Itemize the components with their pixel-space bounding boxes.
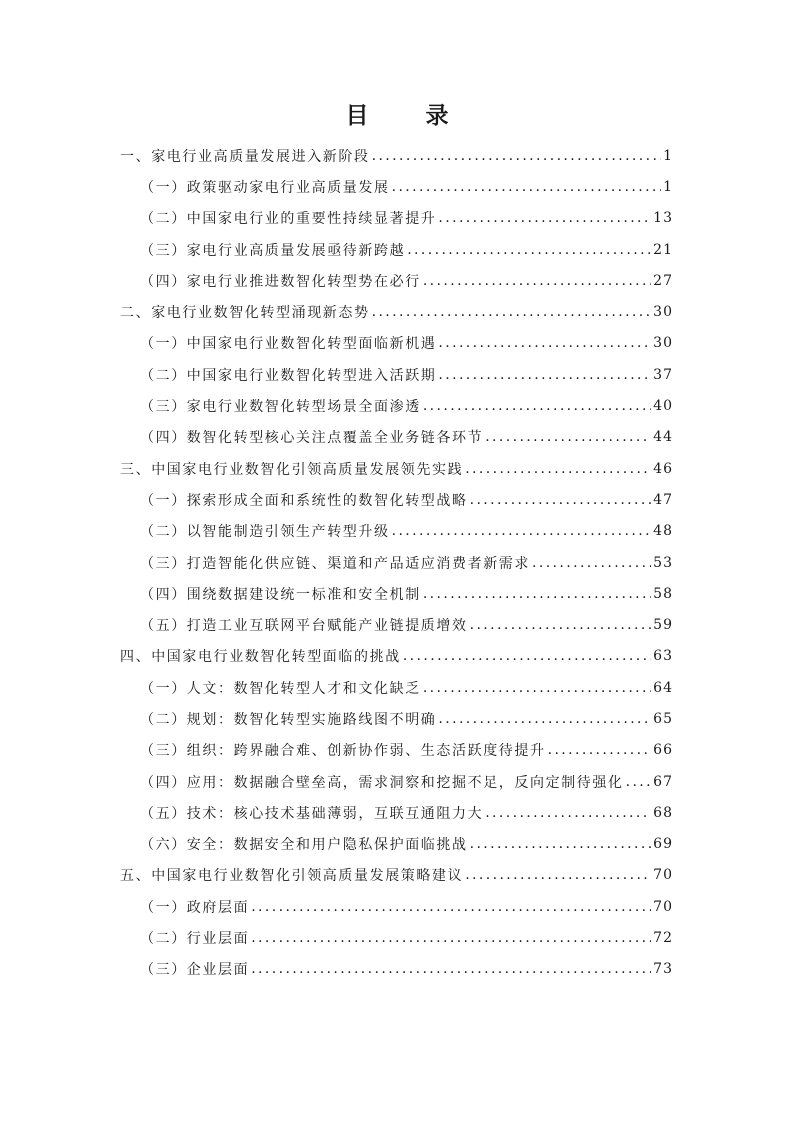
dot-leader: [423, 680, 651, 696]
toc-entry[interactable]: [0, 203, 673, 234]
toc-entry-text: （三）组织：跨界融合难、创新协作弱、生态活跃度待提升: [140, 740, 546, 760]
toc-entry-text: （四）应用：数据融合壁垒高，需求洞察和挖掘不足，反向定制待强化: [140, 772, 624, 792]
toc-entry-text: （一）中国家电行业数智化转型面临新机遇: [140, 333, 436, 353]
dot-leader: [485, 429, 651, 445]
dot-leader: [485, 805, 651, 821]
toc-entry-text: （二）行业层面: [140, 928, 249, 948]
toc-entry-page: 37: [653, 366, 673, 383]
toc-entry-page: 59: [653, 617, 673, 634]
toc-entry-page: 70: [653, 898, 673, 915]
dot-leader: [251, 899, 651, 915]
toc-entry-page: 65: [653, 710, 673, 727]
dot-leader: [407, 242, 651, 258]
toc-entry-text: （五）技术：核心技术基础薄弱，互联互通阻力大: [140, 803, 483, 823]
toc-entry-page: 47: [653, 491, 673, 508]
dot-leader: [438, 335, 651, 351]
toc-entry-page: 30: [653, 335, 673, 352]
toc-entry-page: 46: [653, 460, 673, 477]
toc-entry[interactable]: [0, 766, 673, 797]
toc-entry-page: 21: [653, 241, 673, 258]
toc-entry[interactable]: [0, 922, 673, 953]
toc-entry[interactable]: [0, 516, 673, 547]
dot-leader: [548, 742, 652, 758]
toc-entry-page: 68: [653, 804, 673, 821]
toc-entry-page: 63: [653, 648, 673, 665]
toc-entry[interactable]: [0, 641, 673, 672]
toc-entry-text: （四）家电行业推进数智化转型势在必行: [140, 271, 421, 291]
dot-leader: [423, 273, 651, 289]
dot-leader: [626, 774, 652, 790]
toc-entry-text: （三）家电行业数智化转型场景全面渗透: [140, 396, 421, 416]
toc-entry[interactable]: [0, 860, 673, 891]
toc-entry-text: 三、中国家电行业数智化引领高质量发展领先实践: [120, 459, 463, 479]
dot-leader: [465, 461, 651, 477]
toc-entry[interactable]: [0, 609, 673, 640]
toc-entry[interactable]: [0, 328, 673, 359]
toc-entry-text: 四、中国家电行业数智化转型面临的挑战: [120, 646, 401, 666]
dot-leader: [392, 523, 652, 539]
toc-entry-page: 53: [653, 554, 673, 571]
toc-entry-text: 五、中国家电行业数智化引领高质量发展策略建议: [120, 865, 463, 885]
toc-entry-page: 40: [653, 398, 673, 415]
toc-entry[interactable]: [0, 234, 673, 265]
toc-entry-page: 1: [663, 147, 673, 164]
toc-entry[interactable]: [0, 797, 673, 828]
toc-entry-text: （二）以智能制造引领生产转型升级: [140, 521, 390, 541]
toc-entry-page: 1: [663, 178, 673, 195]
dot-leader: [423, 398, 651, 414]
dot-leader: [423, 586, 651, 602]
toc-entry-text: （二）规划：数智化转型实施路线图不明确: [140, 709, 436, 729]
toc-entry-text: 二、家电行业数智化转型涌现新态势: [120, 302, 370, 322]
toc-entry[interactable]: [0, 484, 673, 515]
toc-entry-text: （二）中国家电行业的重要性持续显著提升: [140, 208, 436, 228]
dot-leader: [438, 210, 651, 226]
toc-entry-text: （四）围绕数据建设统一标准和安全机制: [140, 584, 421, 604]
dot-leader: [372, 148, 661, 164]
toc-entry-page: 67: [653, 773, 673, 790]
toc-entry-page: 58: [653, 585, 673, 602]
toc-entry-text: （五）打造工业互联网平台赋能产业链提质增效: [140, 615, 468, 635]
toc-entry[interactable]: [0, 422, 673, 453]
dot-leader: [403, 648, 651, 664]
toc-entry[interactable]: [0, 703, 673, 734]
toc-entry-page: 66: [653, 742, 673, 759]
toc-entry[interactable]: [0, 829, 673, 860]
dot-leader: [470, 492, 652, 508]
toc-entry-text: （二）中国家电行业数智化转型进入活跃期: [140, 365, 436, 385]
toc-entry[interactable]: [0, 954, 673, 985]
toc-entry[interactable]: [0, 735, 673, 766]
toc-entry[interactable]: [0, 140, 673, 171]
toc-entry-page: 27: [653, 272, 673, 289]
dot-leader: [470, 836, 652, 852]
toc-entry-text: （一）政府层面: [140, 897, 249, 917]
dot-leader: [438, 367, 651, 383]
dot-leader: [392, 179, 661, 195]
toc-entry-page: 69: [653, 836, 673, 853]
toc-entry-text: （四）数智化转型核心关注点覆盖全业务链各环节: [140, 427, 483, 447]
toc-entry-page: 48: [653, 523, 673, 540]
toc-entry-text: （六）安全：数据安全和用户隐私保护面临挑战: [140, 834, 468, 854]
toc-entry[interactable]: [0, 265, 673, 296]
toc-entry[interactable]: [0, 547, 673, 578]
dot-leader: [532, 555, 651, 571]
toc-entry-text: （三）打造智能化供应链、渠道和产品适应消费者新需求: [140, 553, 530, 573]
dot-leader: [470, 617, 652, 633]
toc-entry[interactable]: [0, 672, 673, 703]
toc-list: [0, 140, 794, 985]
toc-entry-page: 72: [653, 930, 673, 947]
dot-leader: [372, 304, 652, 320]
toc-entry-text: 一、家电行业高质量发展进入新阶段: [120, 146, 370, 166]
dot-leader: [251, 961, 651, 977]
toc-entry-page: 73: [653, 961, 673, 978]
toc-entry-page: 30: [653, 304, 673, 321]
toc-entry[interactable]: [0, 171, 673, 202]
toc-entry[interactable]: [0, 390, 673, 421]
toc-entry-page: 64: [653, 679, 673, 696]
toc-entry-text: （一）人文：数智化转型人才和文化缺乏: [140, 678, 421, 698]
toc-entry-text: （三）企业层面: [140, 959, 249, 979]
toc-entry[interactable]: [0, 296, 673, 327]
dot-leader: [465, 867, 651, 883]
toc-entry[interactable]: [0, 359, 673, 390]
toc-entry-text: （一）探索形成全面和系统性的数智化转型战略: [140, 490, 468, 510]
toc-entry-page: 44: [653, 429, 673, 446]
toc-entry-text: （一）政策驱动家电行业高质量发展: [140, 177, 390, 197]
toc-title: 目 录: [345, 103, 466, 129]
toc-entry-page: 70: [653, 867, 673, 884]
toc-entry[interactable]: [0, 891, 673, 922]
toc-entry[interactable]: [0, 453, 673, 484]
toc-entry[interactable]: [0, 578, 673, 609]
toc-entry-text: （三）家电行业高质量发展亟待新跨越: [140, 240, 405, 260]
dot-leader: [438, 711, 651, 727]
dot-leader: [251, 930, 651, 946]
toc-entry-page: 13: [653, 210, 673, 227]
